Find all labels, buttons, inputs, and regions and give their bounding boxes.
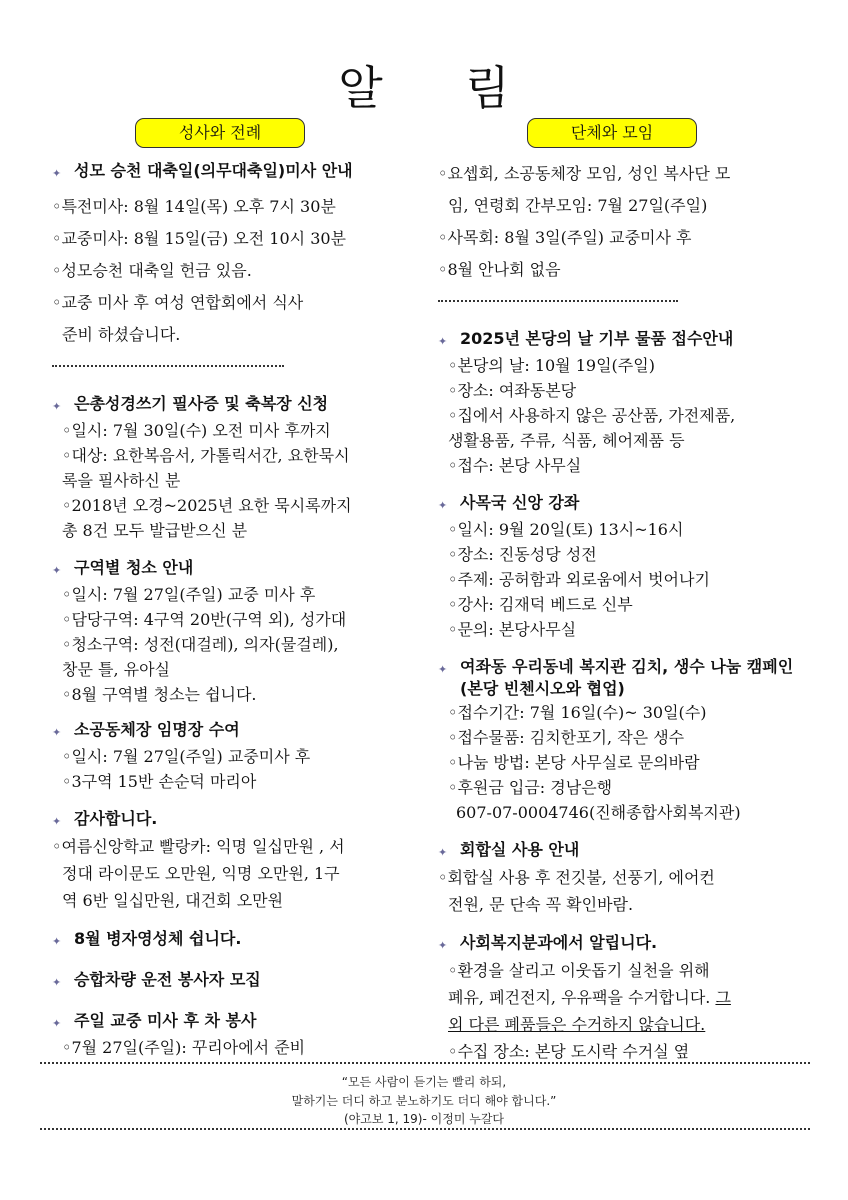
four-pointed-star-icon: ✦ xyxy=(438,846,448,859)
notice-line: ◦집에서 사용하지 않은 공산품, 가전제품, xyxy=(448,406,736,425)
notice-heading: ✦ 소공동체장 임명장 수여 xyxy=(52,719,420,744)
notice-line: ◦8월 안나회 없음 xyxy=(438,260,561,279)
four-pointed-star-icon: ✦ xyxy=(438,663,448,676)
four-pointed-star-icon: ✦ xyxy=(52,1017,62,1030)
notice-line: ◦회합실 사용 후 전깃불, 선풍기, 에어컨 xyxy=(438,868,715,887)
notice-bible-copy xyxy=(52,393,420,543)
notice-heading: ✦ 성모 승천 대축일(의무대축일)미사 안내 xyxy=(52,160,420,185)
notice-line: ◦청소구역: 성전(대걸레), 의자(물걸레), xyxy=(62,635,339,654)
notice-appointment xyxy=(52,719,420,794)
notice-heading: ✦ 주일 교중 미사 후 차 봉사 xyxy=(52,1010,420,1035)
footer-divider-bottom xyxy=(40,1128,810,1130)
notice-line: ◦성모승천 대축일 헌금 있음. xyxy=(52,261,252,280)
divider xyxy=(52,365,284,367)
divider xyxy=(438,300,678,302)
notice-heading: ✦ 2025년 본당의 날 기부 물품 접수안내 xyxy=(438,328,810,353)
notice-heading: ✦ 사목국 신앙 강좌 xyxy=(438,492,810,517)
four-pointed-star-icon: ✦ xyxy=(52,976,62,989)
notice-line: ◦요셉회, 소공동체장 모임, 성인 복사단 모 xyxy=(438,164,731,183)
notice-line: ◦접수기간: 7월 16일(수)~ 30일(수) xyxy=(448,703,707,722)
notice-line: 창문 틀, 유아실 xyxy=(62,660,170,679)
page-title: 알 림 xyxy=(338,61,544,115)
notice-cleaning xyxy=(52,557,420,707)
notice-line: 폐유, 폐건전지, 우유팩을 수거합니다. 그 xyxy=(448,988,731,1007)
notice-line: ◦담당구역: 4구역 20반(구역 외), 성가대 xyxy=(62,610,347,629)
footer-quote-source: (야고보 1, 19)- 이정미 누갈다 xyxy=(344,1112,504,1126)
notice-line: ◦일시: 7월 30일(수) 오전 미사 후까지 xyxy=(62,421,331,440)
four-pointed-star-icon: ✦ xyxy=(438,335,448,348)
notice-driver-volunteer xyxy=(52,969,420,994)
notice-heading: ✦ 8월 병자영성체 쉽니다. xyxy=(52,928,420,953)
section-tag-liturgy: 성사와 전례 xyxy=(135,118,305,148)
notice-social-welfare xyxy=(438,932,810,1065)
left-column xyxy=(52,118,420,1060)
notice-line: 외 다른 폐품들은 수거하지 않습니다. xyxy=(448,1015,706,1034)
notice-line: ◦교중미사: 8월 15일(금) 오전 10시 30분 xyxy=(52,229,347,248)
notice-thanks xyxy=(52,808,420,914)
section-tag-groups: 단체와 모임 xyxy=(527,118,697,148)
footer-quote-line: “모든 사람이 듣기는 빨리 하되, xyxy=(341,1075,507,1089)
notice-line: ◦일시: 7월 27일(주일) 교중 미사 후 xyxy=(62,585,316,604)
notice-line: ◦3구역 15반 손순덕 마리아 xyxy=(62,772,257,791)
notice-line: ◦강사: 김재덕 베드로 신부 xyxy=(448,595,633,614)
notice-line: ◦일시: 7월 27일(주일) 교중미사 후 xyxy=(62,747,311,766)
notice-tea-service xyxy=(52,1010,420,1060)
notice-line: 정대 라이문도 오만원, 익명 오만원, 1구 xyxy=(62,864,340,883)
notice-line: 록을 필사하신 분 xyxy=(62,471,181,490)
footer-quote-line: 말하기는 더디 하고 분노하기도 더디 해야 합니다.” xyxy=(291,1094,557,1108)
notice-line: ◦2018년 오경~2025년 요한 묵시록까지 xyxy=(62,496,352,515)
notice-line: ◦사목회: 8월 3일(주일) 교중미사 후 xyxy=(438,228,692,247)
notice-line: 전원, 문 단속 꼭 확인바람. xyxy=(448,895,634,914)
right-column xyxy=(438,118,810,1065)
footer-divider-top xyxy=(40,1062,810,1064)
notice-line: ◦접수물품: 김치한포기, 작은 생수 xyxy=(448,728,685,747)
notice-heading: ✦ 여좌동 우리동네 복지관 김치, 생수 나눔 캠페인(본당 빈첸시오와 협업) xyxy=(438,657,794,698)
notice-kimchi-campaign xyxy=(438,656,810,825)
four-pointed-star-icon: ✦ xyxy=(52,815,62,828)
notice-line: 임, 연령회 간부모임: 7월 27일(주일) xyxy=(448,196,708,215)
notice-line: ◦나눔 방법: 본당 사무실로 문의바람 xyxy=(448,753,700,772)
notice-line: ◦여름신앙학교 빨랑카: 익명 일십만원 , 서 xyxy=(52,837,345,856)
notice-line: 총 8건 모두 발급받으신 분 xyxy=(62,521,248,540)
notice-line: ◦수집 장소: 본당 도시락 수거실 옆 xyxy=(448,1042,690,1061)
notice-line: ◦8월 구역별 청소는 쉽니다. xyxy=(62,685,257,704)
notice-meeting-room xyxy=(438,839,810,918)
notice-heading: ✦ 사회복지분과에서 알립니다. xyxy=(438,932,810,957)
notice-heading: ✦ 은총성경쓰기 필사증 및 축복장 신청 xyxy=(52,393,420,418)
four-pointed-star-icon: ✦ xyxy=(438,499,448,512)
four-pointed-star-icon: ✦ xyxy=(52,564,62,577)
notice-line: ◦주제: 공허함과 외로움에서 벗어나기 xyxy=(448,570,710,589)
notice-line: ◦본당의 날: 10월 19일(주일) xyxy=(448,356,655,375)
four-pointed-star-icon: ✦ xyxy=(52,400,62,413)
notice-line: ◦후원금 입금: 경남은행 xyxy=(448,778,613,797)
four-pointed-star-icon: ✦ xyxy=(52,167,62,180)
four-pointed-star-icon: ✦ xyxy=(438,939,448,952)
notice-parish-day xyxy=(438,328,810,478)
notice-sick-communion xyxy=(52,928,420,953)
notice-line: 생활용품, 주류, 식품, 헤어제품 등 xyxy=(448,431,685,450)
notice-line: ◦7월 27일(주일): 꾸리아에서 준비 xyxy=(62,1038,306,1057)
groups-intro xyxy=(438,158,810,286)
notice-faith-lecture xyxy=(438,492,810,642)
notice-line: ◦교중 미사 후 여성 연합회에서 식사 xyxy=(52,293,304,312)
notice-assumption xyxy=(52,160,420,351)
notice-line: 607-07-0004746(진해종합사회복지관) xyxy=(456,803,741,822)
notice-line: ◦환경을 살리고 이웃돕기 실천을 위해 xyxy=(448,961,710,980)
notice-line: ◦문의: 본당사무실 xyxy=(448,620,577,639)
notice-line: ◦장소: 진동성당 성전 xyxy=(448,545,597,564)
notice-line: ◦대상: 요한복음서, 가톨릭서간, 요한묵시 xyxy=(62,446,350,465)
four-pointed-star-icon: ✦ xyxy=(52,726,62,739)
notice-line: 역 6반 일십만원, 대건회 오만원 xyxy=(62,891,284,910)
four-pointed-star-icon: ✦ xyxy=(52,935,62,948)
notice-heading: ✦ 구역별 청소 안내 xyxy=(52,557,420,582)
notice-line: ◦일시: 9월 20일(토) 13시~16시 xyxy=(448,520,684,539)
notice-line: ◦접수: 본당 사무실 xyxy=(448,456,582,475)
notice-line: ◦장소: 여좌동본당 xyxy=(448,381,577,400)
notice-heading: ✦ 승합차량 운전 봉사자 모집 xyxy=(52,969,420,994)
notice-heading: ✦ 감사합니다. xyxy=(52,808,420,833)
notice-line: ◦특전미사: 8월 14일(목) 오후 7시 30분 xyxy=(52,197,336,216)
notice-heading: ✦ 회합실 사용 안내 xyxy=(438,839,810,864)
notice-line: 준비 하셨습니다. xyxy=(62,325,181,344)
